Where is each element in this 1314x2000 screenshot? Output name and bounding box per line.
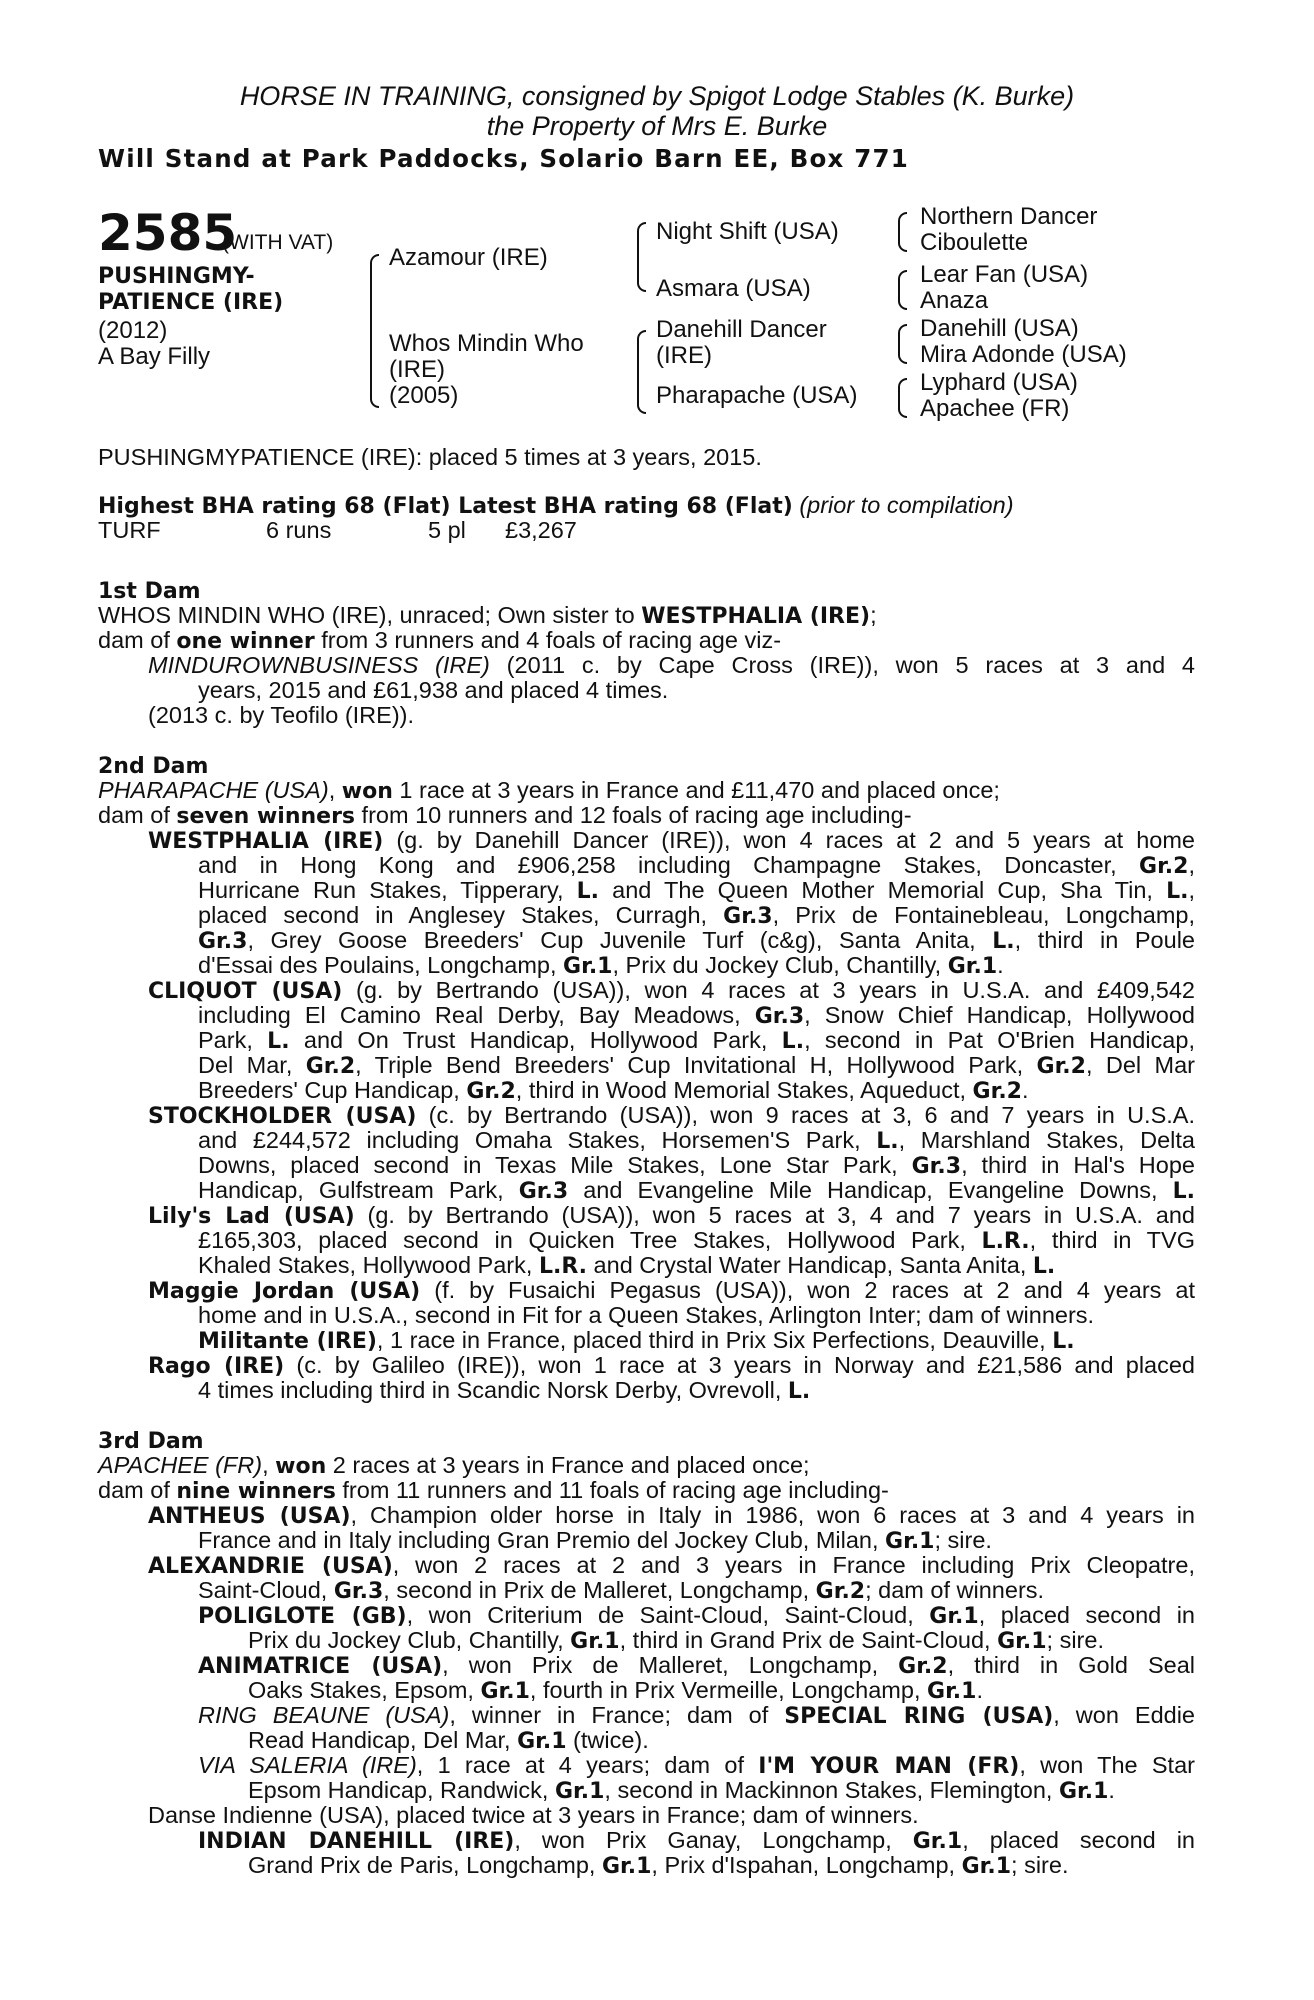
produce-name: POLIGLOTE (GB) <box>198 1604 407 1628</box>
text-fragment: , third in Poule <box>1014 928 1195 953</box>
text-fragment: ; dam of winners. <box>865 1577 1045 1603</box>
second-dam-name: PHARAPACHE (USA) <box>98 777 329 803</box>
text-fragment: Epsom Handicap, Randwick, <box>248 1777 555 1803</box>
produce-entry <box>98 1103 1195 1128</box>
produce-name: CLIQUOT (USA) <box>148 979 343 1003</box>
text-line <box>98 603 1195 628</box>
text-line <box>98 1578 1195 1603</box>
horse-summary: PUSHINGMYPATIENCE (IRE): placed 5 times at 3 years, 2015. <box>98 444 762 470</box>
produce-name: ALEXANDRIE (USA) <box>148 1554 393 1578</box>
text-fragment: £165,303, placed second in Quicken Tree Stakes, Hollywood Park, <box>198 1228 982 1253</box>
second-dam-winners: seven winners <box>176 804 356 829</box>
pedigree-sire: Azamour (IRE) <box>389 244 548 271</box>
produce-name: SPECIAL RING (USA) <box>784 1704 1054 1728</box>
grade: Gr.1 <box>480 1679 530 1704</box>
text-fragment: Saint-Cloud, <box>198 1577 334 1603</box>
text-fragment: , third in TVG <box>1029 1228 1195 1253</box>
grade: Gr.2 <box>1036 1054 1086 1078</box>
first-dam-heading: 1st Dam <box>98 579 201 604</box>
text-line <box>98 493 1195 518</box>
text-line <box>98 1453 1195 1478</box>
text-fragment: , winner in France; dam of <box>449 1703 785 1728</box>
horse-description: A Bay Filly <box>98 343 211 370</box>
text-fragment: (g. by Bertrando (USA)), won 5 races at 3, 4 and 7 years in U.S.A. and <box>354 1203 1195 1228</box>
text-line <box>98 1728 1195 1753</box>
produce-entry <box>98 1278 1195 1303</box>
text-fragment: , placed second in <box>978 1603 1195 1628</box>
produce-name: VIA SALERIA (IRE) <box>198 1753 417 1778</box>
grade: Gr.1 <box>570 1629 620 1654</box>
text-fragment: , Prix du Jockey Club, Chantilly, <box>612 952 948 978</box>
produce-entry <box>98 1703 1195 1728</box>
grade: Gr.1 <box>961 1854 1012 1879</box>
rating-note: (prior to compilation) <box>799 492 1014 518</box>
text-fragment: from 3 runners and 4 foals of racing age viz- <box>314 627 782 653</box>
text-fragment: , Del Mar <box>1085 1053 1195 1078</box>
pedigree-dam-dam: Pharapache (USA) <box>656 382 858 409</box>
grade: Gr.1 <box>885 1529 935 1554</box>
pedigree-bracket <box>898 324 907 364</box>
text-line <box>98 1628 1195 1653</box>
text-fragment: , third in Wood Memorial Stakes, Aqueduct, <box>515 1077 973 1103</box>
produce-entry <box>98 978 1195 1003</box>
text-fragment: , Grey Goose Breeders' Cup Juvenile Turf (c&g), Santa Anita, <box>247 928 993 953</box>
produce-name: STOCKHOLDER (USA) <box>148 1104 417 1128</box>
pedigree-sss: Northern Dancer <box>920 203 1098 230</box>
horse-name-line2: PATIENCE (IRE) <box>98 290 284 315</box>
text-fragment: , Snow Chief Handicap, Hollywood <box>804 1003 1195 1028</box>
grade: L. <box>1172 1179 1195 1203</box>
text-line <box>98 1428 1195 1453</box>
grade: Gr.1 <box>929 1604 979 1628</box>
text-fragment: Grand Prix de Paris, Longchamp, <box>248 1852 602 1878</box>
third-dam-section <box>98 1428 1195 1878</box>
grade: Gr.1 <box>563 954 613 979</box>
race-record-section <box>98 445 1195 543</box>
pedigree-sire-sire: Night Shift (USA) <box>656 218 839 245</box>
text-fragment: including El Camino Real Derby, Bay Meadows, <box>198 1003 755 1028</box>
text-fragment: (g. by Danehill Dancer (IRE)), won 4 races at 2 and 5 years at home <box>383 828 1195 853</box>
produce-entry <box>98 1353 1195 1378</box>
produce-name: MINDUROWNBUSINESS (IRE) <box>148 653 490 678</box>
grade: Gr.3 <box>754 1004 805 1028</box>
text-fragment: and On Trust Handicap, Hollywood Park, <box>289 1028 782 1053</box>
first-dam-section <box>98 578 1195 728</box>
pedigree-ddd: Apachee (FR) <box>920 395 1070 422</box>
pedigree-bracket <box>637 330 646 414</box>
text-line <box>98 803 1195 828</box>
first-dam-sister: WESTPHALIA (IRE) <box>641 604 871 629</box>
text-fragment: (twice). <box>566 1727 649 1753</box>
text-fragment: dam of <box>98 627 177 653</box>
text-line <box>98 1253 1195 1278</box>
grade: Gr.1 <box>1058 1779 1109 1804</box>
text-fragment: placed second in Anglesey Stakes, Curragh, <box>198 903 724 928</box>
pedigree-dss: Danehill (USA) <box>920 315 1079 342</box>
text-fragment: from 10 runners and 12 foals of racing age including- <box>355 802 912 828</box>
text-fragment: Prix du Jockey Club, Chantilly, <box>248 1627 571 1653</box>
produce-name: WESTPHALIA (IRE) <box>148 829 384 853</box>
lot-vat: (WITH VAT) <box>222 231 334 254</box>
text-fragment: , <box>262 1452 276 1478</box>
grade: Gr.2 <box>466 1079 516 1104</box>
produce-entry <box>98 1503 1195 1528</box>
grade: Gr.3 <box>518 1179 569 1203</box>
pedigree-sdd: Anaza <box>920 287 989 314</box>
text-line <box>98 1003 1195 1028</box>
text-fragment: and Crystal Water Handicap, Santa Anita, <box>587 1252 1033 1278</box>
text-fragment: , <box>328 777 342 803</box>
text-fragment: (g. by Bertrando (USA)), won 4 races at 3 years in U.S.A. and £409,542 <box>342 978 1195 1003</box>
grade: L. <box>876 1129 899 1153</box>
grade: L. <box>1166 879 1189 903</box>
header-stand-location: Will Stand at Park Paddocks, Solario Barn EE, Box 771 <box>98 144 910 173</box>
grade: Gr.3 <box>333 1579 384 1604</box>
grade: Gr.1 <box>517 1729 567 1754</box>
horse-name-line1: PUSHINGMY- <box>98 264 255 289</box>
text-fragment: and £244,572 including Omaha Stakes, Horsemen'S Park, <box>198 1128 877 1153</box>
text-fragment: , placed second in <box>962 1828 1195 1853</box>
text-fragment: , won Criterium de Saint-Cloud, Saint-Cloud, <box>406 1603 930 1628</box>
text-fragment: , Champion older horse in Italy in 1986, won 6 races at 3 and 4 years in <box>350 1503 1195 1528</box>
text-fragment: , second in Prix de Malleret, Longchamp, <box>383 1577 816 1603</box>
grade: Gr.1 <box>601 1854 652 1879</box>
text-fragment: , won Prix de Malleret, Longchamp, <box>442 1653 899 1678</box>
pedigree-bracket <box>898 378 907 418</box>
grade: Gr.3 <box>911 1154 962 1178</box>
text-fragment: . <box>997 952 1004 978</box>
pedigree-bracket <box>898 212 907 252</box>
text-fragment: Hurricane Run Stakes, Tipperary, <box>198 878 577 903</box>
produce-name: Maggie Jordan (USA) <box>148 1279 421 1303</box>
text-fragment: dam of <box>98 802 177 828</box>
grade: Gr.2 <box>1139 854 1189 878</box>
produce-name: Rago (IRE) <box>148 1354 285 1378</box>
pedigree-dam-sire-line2: (IRE) <box>656 342 712 369</box>
bha-rating: Highest BHA rating 68 (Flat) Latest BHA rating 68 (Flat) <box>98 494 793 519</box>
text-line <box>98 1228 1195 1253</box>
text-fragment: , won The Star <box>1019 1753 1195 1778</box>
text-fragment: Park, <box>198 1028 268 1053</box>
text-line <box>98 1528 1195 1553</box>
text-fragment: (c. by Galileo (IRE)), won 1 race at 3 years in Norway and £21,586 and placed <box>284 1353 1195 1378</box>
pedigree-bracket <box>898 270 907 310</box>
grade: L. <box>781 1029 805 1053</box>
text-fragment: , Prix de Fontainebleau, Longchamp, <box>772 903 1195 928</box>
text-fragment: ; sire. <box>1011 1852 1069 1878</box>
text-fragment: , Marshland Stakes, Delta <box>898 1128 1195 1153</box>
pedigree-dam-line3: (2005) <box>389 382 459 409</box>
produce-entry <box>98 1653 1195 1678</box>
grade: Gr.1 <box>912 1829 963 1853</box>
text-line <box>98 778 1195 803</box>
text-fragment: Handicap, Gulfstream Park, <box>198 1178 519 1203</box>
text-fragment: and The Queen Mother Memorial Cup, Sha Tin, <box>599 878 1167 903</box>
text-fragment: Breeders' Cup Handicap, <box>198 1077 467 1103</box>
text-fragment: , <box>1188 853 1195 878</box>
text-line <box>98 1478 1195 1503</box>
produce-entry <box>98 1553 1195 1578</box>
text-fragment: d'Essai des Poulains, Longchamp, <box>198 952 564 978</box>
text-fragment: , won 2 races at 2 and 3 years in France including Prix Cleopatre, <box>392 1553 1195 1578</box>
grade: L.R. <box>538 1254 588 1279</box>
text-fragment: Del Mar, <box>198 1053 306 1078</box>
grade: Gr.2 <box>305 1054 356 1078</box>
header-owner: the Property of Mrs E. Burke <box>486 111 828 141</box>
text-line <box>98 518 1195 543</box>
text-line <box>98 1678 1195 1703</box>
grade: Gr.1 <box>947 954 998 979</box>
grade: Gr.3 <box>723 904 773 928</box>
text-fragment: . <box>1108 1777 1115 1803</box>
text-fragment: , Triple Bend Breeders' Cup Invitational H, Hollywood Park, <box>355 1053 1037 1078</box>
pedigree-sds: Lear Fan (USA) <box>920 261 1089 288</box>
pedigree-dds: Lyphard (USA) <box>920 369 1078 396</box>
text-fragment: from 11 runners and 11 foals of racing age including- <box>335 1477 889 1503</box>
turf-earnings: £3,267 <box>505 517 577 543</box>
grade: L. <box>267 1029 290 1053</box>
text-fragment: (f. by Fusaichi Pegasus (USA)), won 2 races at 2 and 4 years at <box>420 1278 1195 1303</box>
third-dam-heading: 3rd Dam <box>98 1429 204 1454</box>
grade: L. <box>992 929 1015 953</box>
text-fragment: , second in Mackinnon Stakes, Flemington, <box>604 1777 1059 1803</box>
produce-name: INDIAN DANEHILL (IRE) <box>198 1829 515 1853</box>
grade: Gr.2 <box>972 1079 1022 1104</box>
text-line <box>98 1778 1195 1803</box>
pedigree-sire-dam: Asmara (USA) <box>656 275 811 302</box>
produce-entry: Danse Indienne (USA), placed twice at 3 years in France; dam of winners. <box>148 1802 919 1828</box>
text-fragment: , <box>1188 878 1195 903</box>
produce-name: ANIMATRICE (USA) <box>198 1654 443 1678</box>
horse-year: (2012) <box>98 317 168 344</box>
grade: L. <box>1052 1329 1075 1354</box>
produce-entry <box>98 1753 1195 1778</box>
produce-entry <box>98 828 1195 853</box>
produce-entry <box>98 1828 1195 1853</box>
text-fragment: home and in U.S.A., second in Fit for a Queen Stakes, Arlington Inter; dam of winners. <box>198 1302 1095 1328</box>
pedigree-dam-line2: (IRE) <box>389 356 445 383</box>
produce-entry <box>98 1203 1195 1228</box>
text-fragment: 1 race at 3 years in France and £11,470 and placed once; <box>392 777 1000 803</box>
text-fragment: France and in Italy including Gran Premio del Jockey Club, Milan, <box>198 1527 886 1553</box>
text-fragment: 4 times including third in Scandic Norsk Derby, Ovrevoll, <box>198 1377 788 1403</box>
text-line <box>98 953 1195 978</box>
text-fragment: and Evangeline Mile Handicap, Evangeline Downs, <box>568 1178 1173 1203</box>
text-fragment: , fourth in Prix Vermeille, Longchamp, <box>529 1677 928 1703</box>
text-fragment: (2011 c. by Cape Cross (IRE)), won 5 races at 3 and 4 <box>489 653 1195 678</box>
pedigree-ssd: Ciboulette <box>920 229 1029 256</box>
text-line <box>98 878 1195 903</box>
text-line <box>98 1078 1195 1103</box>
produce-name: RING BEAUNE (USA) <box>198 1703 450 1728</box>
text-fragment: Oaks Stakes, Epsom, <box>248 1677 481 1703</box>
text-fragment: won <box>341 779 393 804</box>
text-line <box>98 1053 1195 1078</box>
text-fragment: ; sire. <box>1046 1627 1104 1653</box>
produce-entry: (2013 c. by Teofilo (IRE)). <box>148 702 415 728</box>
text-fragment: won <box>275 1454 327 1479</box>
text-line <box>98 1178 1195 1203</box>
text-fragment: , 1 race in France, placed third in Prix Six Perfections, Deauville, <box>376 1327 1053 1353</box>
text-line <box>98 578 1195 603</box>
grade: Gr.2 <box>898 1654 948 1678</box>
grade: Gr.2 <box>815 1579 866 1604</box>
text-line <box>98 928 1195 953</box>
text-fragment: Downs, placed second in Texas Mile Stakes, Lone Star Park, <box>198 1153 912 1178</box>
text-fragment: . <box>976 1677 983 1703</box>
second-dam-heading: 2nd Dam <box>98 754 209 779</box>
header-consignor: HORSE IN TRAINING, consigned by Spigot Lodge Stables (K. Burke) <box>239 81 1075 111</box>
text-line <box>98 1853 1195 1878</box>
text-fragment: ; sire. <box>934 1527 992 1553</box>
produce-entry <box>98 1603 1195 1628</box>
text-fragment: , third in Grand Prix de Saint-Cloud, <box>619 1627 998 1653</box>
produce-entry <box>98 653 1195 678</box>
lot-number: 2585 <box>98 204 238 262</box>
grade: L. <box>1032 1254 1056 1279</box>
text-line <box>98 1028 1195 1053</box>
first-dam-winners: one winner <box>176 629 315 654</box>
produce-name: Militante (IRE) <box>198 1329 377 1354</box>
grade: L. <box>787 1379 811 1404</box>
grade: L. <box>576 879 599 903</box>
turf-label: TURF <box>98 517 161 543</box>
turf-placed: 5 pl <box>428 517 466 543</box>
pedigree-bracket <box>370 254 379 408</box>
produce-name: I'M YOUR MAN (FR) <box>758 1754 1020 1778</box>
text-fragment: Read Handicap, Del Mar, <box>248 1727 518 1753</box>
text-fragment: 2 races at 3 years in France and placed once; <box>326 1452 810 1478</box>
turf-runs: 6 runs <box>266 517 332 543</box>
text-fragment: , 1 race at 4 years; dam of <box>416 1753 759 1778</box>
text-fragment: , won Eddie <box>1053 1703 1195 1728</box>
third-dam-winners: nine winners <box>176 1479 336 1504</box>
pedigree-bracket <box>637 222 646 292</box>
produce-name: Lily's Lad (USA) <box>148 1204 355 1228</box>
text-line <box>98 1128 1195 1153</box>
grade: Gr.1 <box>927 1679 977 1704</box>
text-fragment: (c. by Bertrando (USA)), won 9 races at 3, 6 and 7 years in U.S.A. <box>416 1103 1195 1128</box>
third-dam-name: APACHEE (FR) <box>98 1452 263 1478</box>
text-fragment: ; <box>870 602 877 628</box>
text-fragment: , second in Pat O'Brien Handicap, <box>804 1028 1195 1053</box>
text-fragment: and in Hong Kong and £906,258 including Champagne Stakes, Doncaster, <box>198 853 1140 878</box>
produce-name: ANTHEUS (USA) <box>148 1504 351 1528</box>
produce-entry <box>98 1328 1195 1353</box>
text-fragment: years, 2015 and £61,938 and placed 4 times. <box>198 677 669 703</box>
text-fragment: , third in Gold Seal <box>947 1653 1195 1678</box>
text-line <box>98 1378 1195 1403</box>
first-dam-text: WHOS MINDIN WHO (IRE), unraced; Own sister to <box>98 602 642 628</box>
text-fragment: . <box>1021 1077 1029 1103</box>
text-line <box>98 853 1195 878</box>
second-dam-section <box>98 753 1195 1403</box>
text-line <box>98 903 1195 928</box>
text-line <box>98 753 1195 778</box>
pedigree-dam-sire-line1: Danehill Dancer <box>656 316 827 343</box>
text-line <box>98 1153 1195 1178</box>
text-fragment: , won Prix Ganay, Longchamp, <box>514 1828 913 1853</box>
grade: Gr.1 <box>554 1779 605 1804</box>
text-fragment: Khaled Stakes, Hollywood Park, <box>198 1252 539 1278</box>
text-fragment: , third in Hal's Hope <box>961 1153 1195 1178</box>
grade: Gr.1 <box>997 1629 1047 1654</box>
grade: L.R. <box>981 1229 1030 1253</box>
text-line <box>98 628 1195 653</box>
pedigree-dam-line1: Whos Mindin Who <box>389 330 584 357</box>
grade: Gr.3 <box>198 929 248 953</box>
pedigree-dsd: Mira Adonde (USA) <box>920 341 1127 368</box>
text-fragment: , Prix d'Ispahan, Longchamp, <box>651 1852 962 1878</box>
text-fragment: dam of <box>98 1477 177 1503</box>
